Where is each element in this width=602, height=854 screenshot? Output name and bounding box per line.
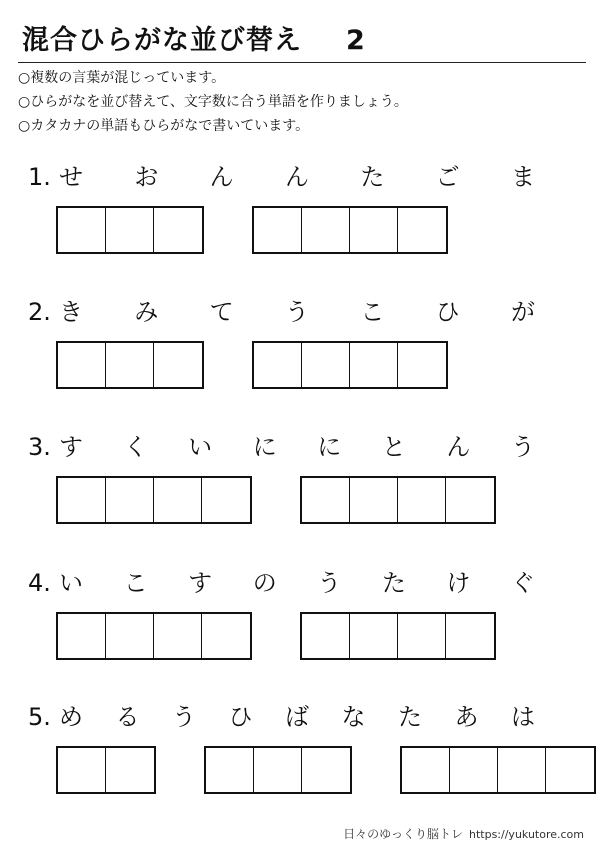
answer-cell[interactable] bbox=[350, 478, 398, 522]
answer-cell[interactable] bbox=[546, 748, 594, 792]
scrambled-character: き bbox=[59, 298, 83, 326]
scrambled-character: て bbox=[209, 298, 234, 326]
scrambled-character: た bbox=[381, 569, 406, 597]
answer-cell[interactable] bbox=[398, 478, 446, 522]
answer-cell[interactable] bbox=[302, 343, 350, 387]
scrambled-character: い bbox=[59, 569, 83, 597]
answer-cell[interactable] bbox=[58, 208, 106, 252]
scrambled-character: に bbox=[317, 433, 342, 461]
answer-cell[interactable] bbox=[106, 614, 154, 658]
footer-url[interactable]: https://yukutore.com bbox=[469, 828, 584, 841]
scrambled-character: い bbox=[188, 433, 213, 461]
scrambled-character: た bbox=[360, 163, 385, 191]
answer-cell[interactable] bbox=[154, 478, 202, 522]
instruction-line: ○ひらがなを並び替えて、文字数に合う単語を作りましょう。 bbox=[18, 94, 408, 110]
scrambled-characters bbox=[28, 295, 588, 329]
scrambled-character: う bbox=[285, 298, 309, 326]
scrambled-character: ひ bbox=[435, 298, 460, 326]
answer-cell[interactable] bbox=[106, 748, 154, 792]
answer-boxes bbox=[28, 476, 588, 526]
answer-cell[interactable] bbox=[302, 208, 350, 252]
answer-cell[interactable] bbox=[350, 614, 398, 658]
scrambled-character: ご bbox=[435, 163, 460, 191]
answer-cell[interactable] bbox=[254, 208, 302, 252]
answer-cell[interactable] bbox=[58, 748, 106, 792]
scrambled-character: ば bbox=[285, 703, 309, 731]
problem-number: 5. bbox=[28, 703, 51, 731]
answer-cell[interactable] bbox=[154, 614, 202, 658]
problem-number: 4. bbox=[28, 569, 51, 597]
answer-cell[interactable] bbox=[498, 748, 546, 792]
answer-cell[interactable] bbox=[446, 478, 494, 522]
scrambled-character: ま bbox=[511, 163, 535, 191]
scrambled-character: み bbox=[134, 298, 159, 326]
scrambled-characters bbox=[28, 430, 588, 464]
scrambled-character: う bbox=[172, 703, 196, 731]
scrambled-character: る bbox=[115, 703, 140, 731]
answer-cell[interactable] bbox=[154, 343, 202, 387]
answer-cell[interactable] bbox=[106, 478, 154, 522]
answer-cell[interactable] bbox=[206, 748, 254, 792]
answer-word-group bbox=[300, 476, 496, 524]
answer-cell[interactable] bbox=[106, 343, 154, 387]
answer-cell[interactable] bbox=[350, 208, 398, 252]
scrambled-character: に bbox=[252, 433, 277, 461]
answer-word-group bbox=[56, 612, 252, 660]
answer-cell[interactable] bbox=[398, 614, 446, 658]
scrambled-character: お bbox=[134, 163, 159, 191]
scrambled-character: ぐ bbox=[511, 569, 535, 597]
problem-number: 2. bbox=[28, 298, 51, 326]
scrambled-character: の bbox=[252, 569, 277, 597]
problem-number: 1. bbox=[28, 163, 51, 191]
answer-cell[interactable] bbox=[450, 748, 498, 792]
scrambled-character: な bbox=[341, 703, 366, 731]
scrambled-characters bbox=[28, 160, 588, 194]
scrambled-character: は bbox=[511, 703, 535, 731]
scrambled-character: こ bbox=[123, 569, 148, 597]
answer-cell[interactable] bbox=[202, 478, 250, 522]
answer-cell[interactable] bbox=[254, 343, 302, 387]
worksheet-title bbox=[22, 18, 366, 57]
answer-word-group bbox=[252, 341, 448, 389]
answer-cell[interactable] bbox=[402, 748, 450, 792]
answer-cell[interactable] bbox=[58, 478, 106, 522]
answer-word-group bbox=[252, 206, 448, 254]
scrambled-character: と bbox=[381, 433, 406, 461]
answer-cell[interactable] bbox=[302, 748, 350, 792]
answer-word-group bbox=[400, 746, 596, 794]
scrambled-characters bbox=[28, 566, 588, 600]
title-number: 2 bbox=[346, 25, 366, 56]
scrambled-characters bbox=[28, 700, 588, 734]
answer-cell[interactable] bbox=[254, 748, 302, 792]
answer-cell[interactable] bbox=[58, 614, 106, 658]
scrambled-character: ひ bbox=[228, 703, 253, 731]
scrambled-character: め bbox=[59, 703, 83, 731]
scrambled-character: ん bbox=[446, 433, 471, 461]
answer-boxes bbox=[28, 612, 588, 662]
scrambled-character: す bbox=[59, 433, 83, 461]
scrambled-character: く bbox=[123, 433, 148, 461]
answer-cell[interactable] bbox=[446, 614, 494, 658]
answer-word-group bbox=[56, 476, 252, 524]
answer-cell[interactable] bbox=[398, 208, 446, 252]
answer-word-group bbox=[56, 341, 204, 389]
footer bbox=[343, 825, 584, 842]
scrambled-character: こ bbox=[360, 298, 385, 326]
answer-boxes bbox=[28, 341, 588, 391]
problem-number: 3. bbox=[28, 433, 51, 461]
answer-word-group bbox=[204, 746, 352, 794]
answer-cell[interactable] bbox=[106, 208, 154, 252]
answer-word-group bbox=[56, 746, 156, 794]
instructions bbox=[18, 66, 408, 138]
answer-boxes bbox=[28, 206, 588, 256]
answer-cell[interactable] bbox=[398, 343, 446, 387]
footer-site-name: 日々のゆっくり脳トレ bbox=[343, 827, 463, 841]
scrambled-character: た bbox=[398, 703, 422, 731]
answer-word-group bbox=[300, 612, 496, 660]
answer-cell[interactable] bbox=[154, 208, 202, 252]
title-text: 混合ひらがな並び替え bbox=[22, 25, 302, 56]
answer-boxes bbox=[28, 746, 588, 796]
scrambled-character: せ bbox=[59, 163, 83, 191]
scrambled-character: う bbox=[317, 569, 342, 597]
scrambled-character: ん bbox=[209, 163, 234, 191]
instruction-line: ○複数の言葉が混じっています。 bbox=[18, 70, 226, 86]
scrambled-character: す bbox=[188, 569, 213, 597]
answer-cell[interactable] bbox=[350, 343, 398, 387]
scrambled-character: う bbox=[511, 433, 535, 461]
scrambled-character: ん bbox=[285, 163, 309, 191]
answer-word-group bbox=[56, 206, 204, 254]
answer-cell[interactable] bbox=[302, 614, 350, 658]
answer-cell[interactable] bbox=[202, 614, 250, 658]
scrambled-character: あ bbox=[454, 703, 479, 731]
scrambled-character: が bbox=[511, 298, 535, 326]
answer-cell[interactable] bbox=[58, 343, 106, 387]
answer-cell[interactable] bbox=[302, 478, 350, 522]
title-divider bbox=[18, 62, 586, 63]
scrambled-character: け bbox=[446, 569, 471, 597]
instruction-line: ○カタカナの単語もひらがなで書いています。 bbox=[18, 118, 310, 134]
